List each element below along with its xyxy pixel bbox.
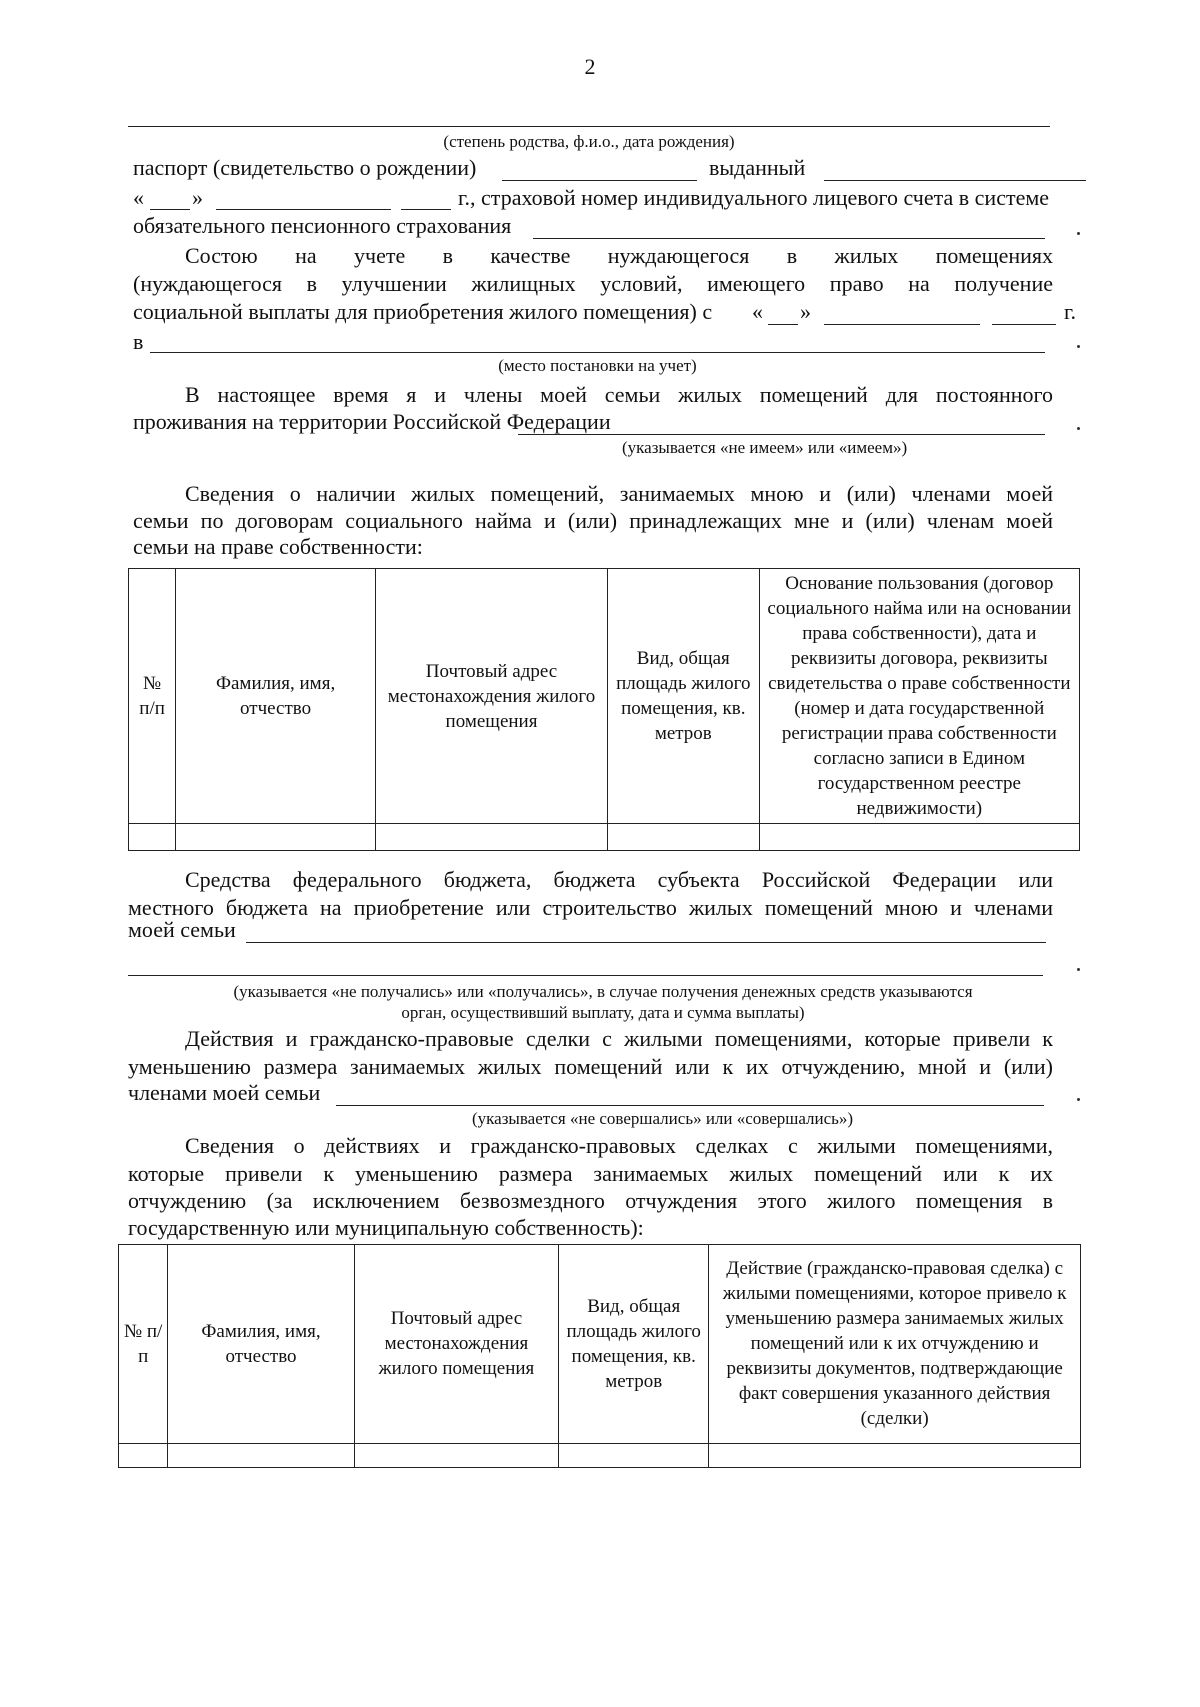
insurance-text: г., страховой номер индивидуального лицевого счета в системе: [458, 185, 1050, 210]
period-mark: [1077, 345, 1080, 348]
year-suffix: г.: [1064, 299, 1077, 324]
present-line-1: В настоящее время я и члены моей семьи жилых помещений для постоянного: [185, 382, 1053, 407]
issue-year-field[interactable]: [401, 209, 451, 210]
period-mark: [1077, 427, 1080, 430]
cell-address[interactable]: [354, 1443, 558, 1467]
registration-place-field[interactable]: [150, 352, 1045, 353]
cell-action[interactable]: [709, 1443, 1081, 1467]
cell-address[interactable]: [376, 824, 608, 851]
header-num: № п/п: [129, 569, 176, 824]
in-label: в: [133, 329, 144, 354]
header-name: Фамилия, имя, отчество: [168, 1245, 354, 1444]
header-address: Почтовый адрес местонахождения жилого помещения: [354, 1245, 558, 1444]
snils-field[interactable]: [533, 238, 1045, 239]
quote-close: »: [192, 185, 203, 210]
table-header-row: [129, 569, 1080, 824]
header-name: Фамилия, имя, отчество: [176, 569, 376, 824]
issued-label: выданный: [709, 155, 806, 180]
registered-line-1: Состою на учете в качестве нуждающегося в жилых помещениях: [185, 243, 1053, 268]
period-mark: [1077, 1098, 1080, 1101]
transactions-table: [118, 1244, 1081, 1468]
cell-num[interactable]: [119, 1443, 168, 1467]
caption-relation: (степень родства, ф.и.о., дата рождения): [443, 132, 735, 151]
cell-name[interactable]: [168, 1443, 354, 1467]
table-row[interactable]: [129, 824, 1080, 851]
funds-line-1: Средства федерального бюджета, бюджета субъекта Российской Федерации или: [185, 867, 1053, 892]
header-area: Вид, общая площадь жилого помещения, кв. метров: [607, 569, 759, 824]
cell-basis[interactable]: [759, 824, 1079, 851]
registered-month-field[interactable]: [824, 324, 980, 325]
caption-received-1: (указывается «не получались» или «получались», в случае получения денежных средств указываются: [233, 982, 973, 1001]
cell-name[interactable]: [176, 824, 376, 851]
page-number: 2: [584, 54, 596, 79]
caption-received-2: орган, осуществивший выплату, дата и сумма выплаты): [401, 1003, 805, 1022]
info1-line-1: Сведения о наличии жилых помещений, занимаемых мною и (или) членами моей: [185, 481, 1053, 506]
cell-area[interactable]: [559, 1443, 709, 1467]
registered-line-2: (нуждающегося в улучшении жилищных условий, имеющего право на получение: [133, 271, 1053, 296]
funds-status-field[interactable]: [246, 942, 1046, 943]
header-num: № п/п: [119, 1245, 168, 1444]
actions-status-field[interactable]: [336, 1105, 1044, 1106]
period-mark: [1077, 232, 1080, 235]
pension-text: обязательного пенсионного страхования: [133, 213, 512, 238]
caption-place: (место постановки на учет): [498, 356, 697, 375]
passport-label: паспорт (свидетельство о рождении): [133, 155, 477, 180]
cell-area[interactable]: [607, 824, 759, 851]
actions-line-1: Действия и гражданско-правовые сделки с жилыми помещениями, которые привели к: [185, 1026, 1053, 1051]
info2-line-3: отчуждению (за исключением безвозмездного отчуждения этого жилого помещения в: [128, 1188, 1053, 1213]
quote-close-2: »: [800, 299, 811, 324]
cell-num[interactable]: [129, 824, 176, 851]
issue-month-field[interactable]: [216, 209, 391, 210]
caption-have: (указывается «не имеем» или «имеем»): [622, 438, 908, 457]
caption-committed: (указывается «не совершались» или «совершались»): [472, 1109, 854, 1128]
quote-open-2: «: [752, 299, 763, 324]
issued-by-field[interactable]: [824, 180, 1086, 181]
header-basis: Основание пользования (договор социального найма или на основании права собственности), дата и реквизиты договора, реквизиты свидетельства о праве собственности (номер и дата государственной регистрации права собственности согласно записи в Едином государственном реестре недвижимости): [759, 569, 1079, 824]
info1-line-2: семьи по договорам социального найма и (или) принадлежащих мне и (или) членам моей: [133, 508, 1053, 533]
housing-table: [128, 568, 1080, 851]
header-area: Вид, общая площадь жилого помещения, кв. метров: [559, 1245, 709, 1444]
issue-day-field[interactable]: [150, 209, 190, 210]
quote-open: «: [133, 185, 144, 210]
info2-line-1: Сведения о действиях и гражданско-правовых сделках с жилыми помещениями,: [185, 1133, 1053, 1158]
registered-year-field[interactable]: [992, 324, 1056, 325]
present-line-2: проживания на территории Российской Федерации: [133, 409, 611, 434]
actions-line-3: членами моей семьи: [128, 1080, 321, 1105]
period-mark: [1077, 968, 1080, 971]
table-row[interactable]: [119, 1443, 1081, 1467]
relation-field[interactable]: [128, 126, 1050, 127]
passport-number-field[interactable]: [502, 180, 697, 181]
table-header-row: [119, 1245, 1081, 1444]
registered-line-3: социальной выплаты для приобретения жилого помещения) с: [133, 299, 713, 324]
header-action: Действие (гражданско-правовая сделка) с жилыми помещениями, которое привело к уменьшению размера занимаемых жилых помещений или к их отчуждению и реквизиты документов, подтверждающие факт совершения указанного действия (сделки): [709, 1245, 1081, 1444]
header-address: Почтовый адрес местонахождения жилого помещения: [376, 569, 608, 824]
registered-day-field[interactable]: [768, 324, 798, 325]
funds-line-2: местного бюджета на приобретение или строительство жилых помещений мною и членами: [128, 895, 1053, 920]
info2-line-4: государственную или муниципальную собственность):: [128, 1215, 644, 1240]
funds-line-3: моей семьи: [128, 917, 236, 942]
actions-line-2: уменьшению размера занимаемых жилых помещений или к их отчуждению, мной и (или): [128, 1054, 1053, 1079]
info1-line-3: семьи на праве собственности:: [133, 534, 423, 559]
housing-status-field[interactable]: [518, 434, 1045, 435]
funds-details-field[interactable]: [128, 975, 1043, 976]
info2-line-2: которые привели к уменьшению размера занимаемых жилых помещений или к их: [128, 1161, 1053, 1186]
